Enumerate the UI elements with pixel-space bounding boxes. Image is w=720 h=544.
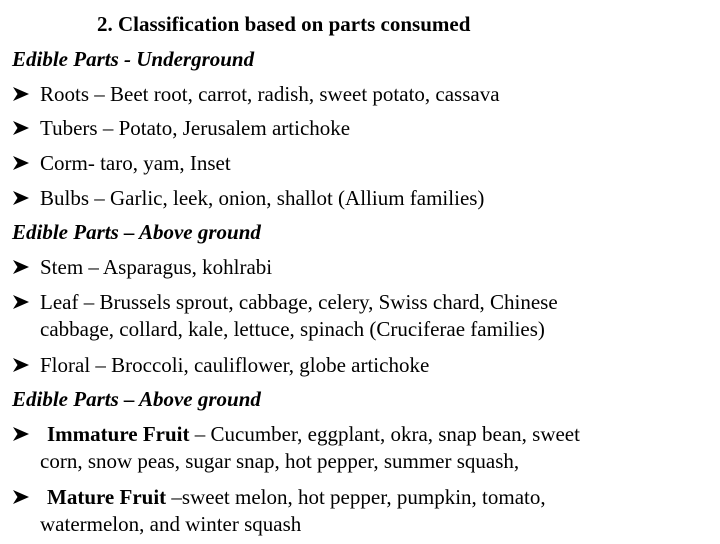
- list-item-text: Floral – Broccoli, cauliflower, globe artichoke: [40, 353, 430, 377]
- list-item-text-line2: cabbage, collard, kale, lettuce, spinach (Cruciferae families): [40, 317, 545, 341]
- list-item-text: Roots – Beet root, carrot, radish, sweet potato, cassava: [40, 82, 500, 106]
- list-item-text: Corm- taro, yam, Inset: [40, 151, 231, 175]
- list-item-lead: Immature Fruit: [47, 422, 190, 446]
- arrowhead-bullet-icon: [12, 150, 34, 176]
- list-item-immature-fruit: [12, 421, 712, 481]
- arrowhead-bullet-icon: [12, 484, 34, 510]
- list-item-rest: – Cucumber, eggplant, okra, snap bean, sweet: [189, 422, 580, 446]
- list-item-text: Bulbs – Garlic, leek, onion, shallot (Allium families): [40, 186, 485, 210]
- list-item-text-line1: [47, 484, 546, 510]
- list-item-text-line2: corn, snow peas, sugar snap, hot pepper, summer squash,: [40, 449, 520, 473]
- arrowhead-bullet-icon: [12, 352, 34, 378]
- list-item-text: Tubers – Potato, Jerusalem artichoke: [40, 116, 351, 140]
- list-item-text-line1: Leaf – Brussels sprout, cabbage, celery, Swiss chard, Chinese: [40, 290, 558, 314]
- arrowhead-bullet-icon: [12, 254, 34, 280]
- list-item-leaf: [12, 289, 712, 349]
- section-heading-underground: Edible Parts - Underground: [12, 47, 255, 71]
- arrowhead-bullet-icon: [12, 115, 34, 141]
- slide-title: 2. Classification based on parts consumed: [97, 12, 471, 36]
- arrowhead-bullet-icon: [12, 289, 34, 315]
- section-heading-above-ground-fruit: Edible Parts – Above ground: [12, 387, 261, 411]
- list-item-text-line1: [47, 421, 580, 447]
- list-item-mature-fruit: [12, 484, 712, 544]
- list-item-text-line2: watermelon, and winter squash: [40, 512, 302, 536]
- arrowhead-bullet-icon: [12, 81, 34, 107]
- list-item-lead: Mature Fruit: [47, 485, 167, 509]
- arrowhead-bullet-icon: [12, 185, 34, 211]
- list-item-text: Stem – Asparagus, kohlrabi: [40, 255, 273, 279]
- list-item-rest: –sweet melon, hot pepper, pumpkin, tomato,: [166, 485, 546, 509]
- arrowhead-bullet-icon: [12, 421, 34, 447]
- section-heading-above-ground: Edible Parts – Above ground: [12, 220, 261, 244]
